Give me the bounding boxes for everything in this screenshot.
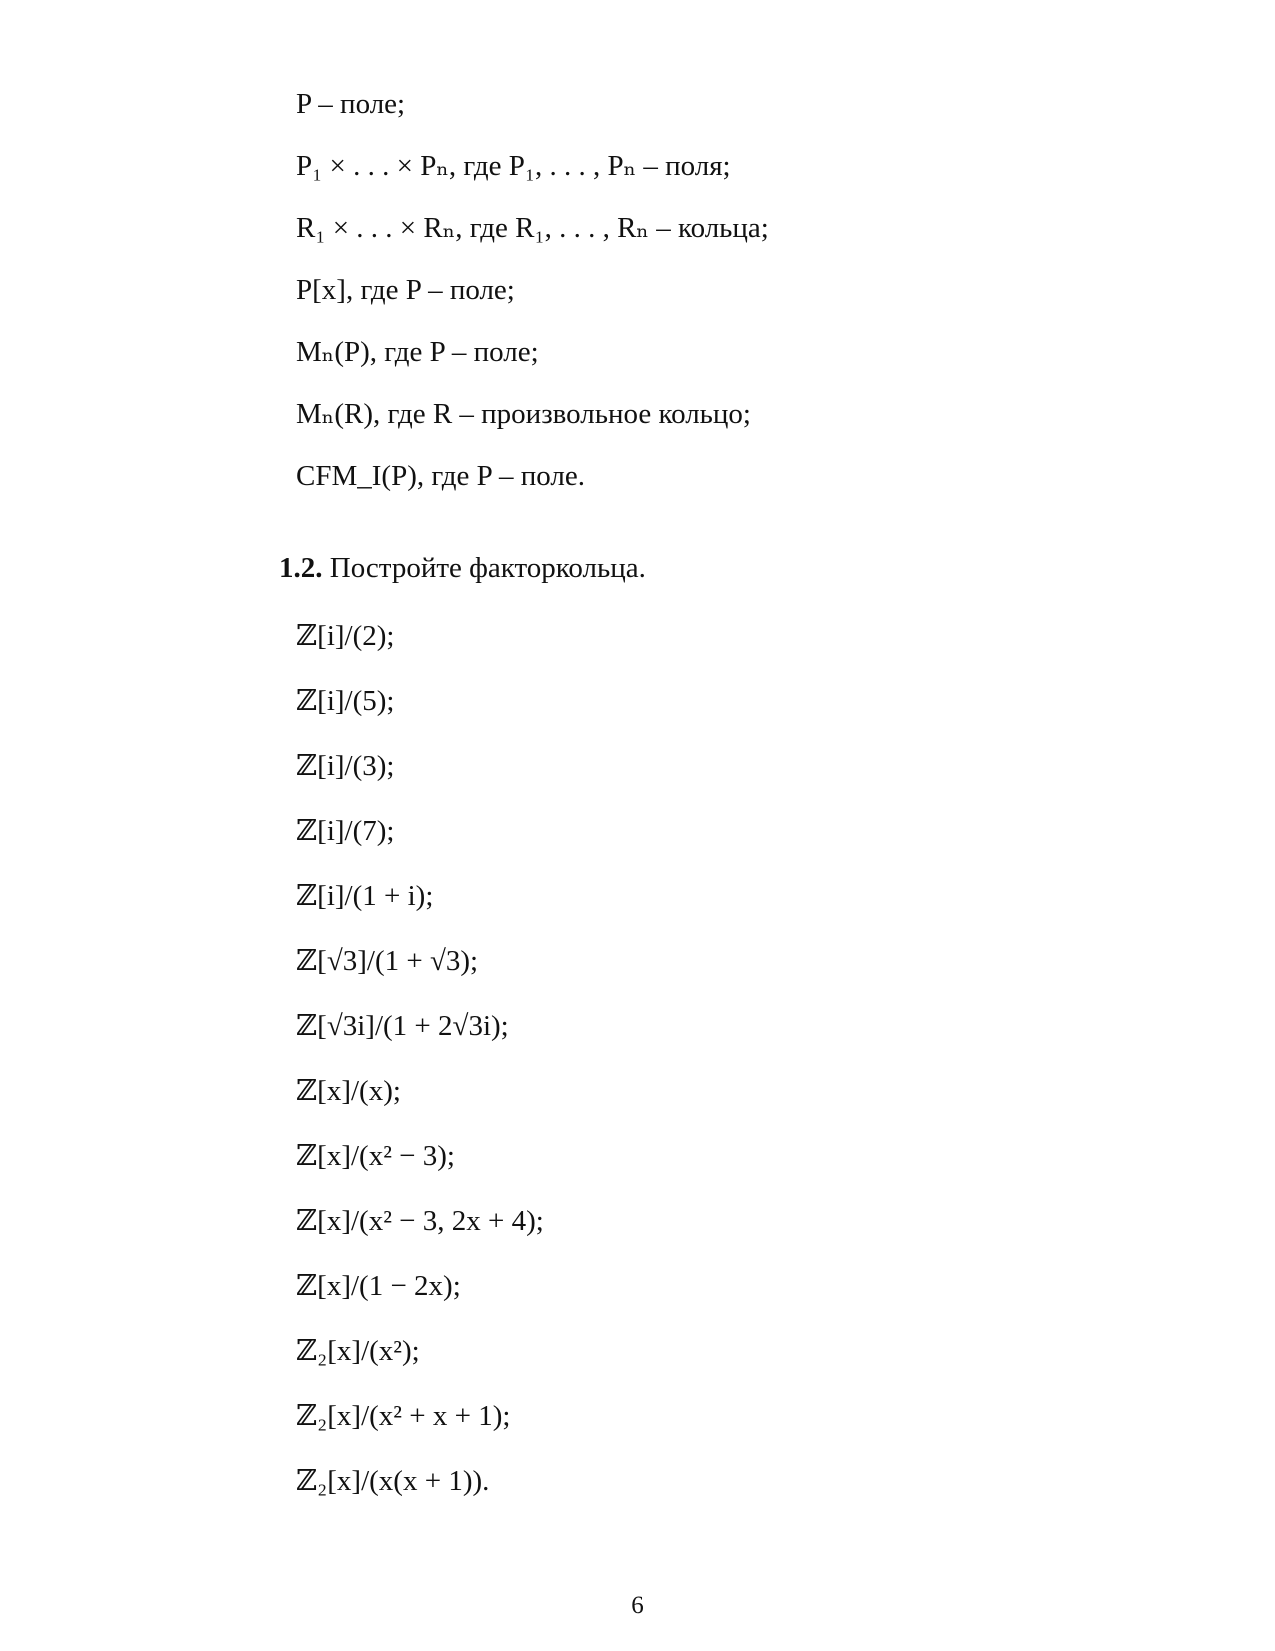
item-expression: R₁ × . . . × Rₙ, где R₁, . . . , Rₙ – кольца; [296,212,769,244]
item-expression: Mₙ(P), где P – поле; [296,336,539,368]
item-expression: ℤ[i]/(7); [296,815,395,847]
item-expression: P – поле; [296,88,406,120]
item-expression: ℤ[x]/(x² − 3); [296,1140,455,1172]
item-expression: ℤ[√3i]/(1 + 2√3i); [296,1010,509,1042]
item-expression: ℤ₂[x]/(x²); [296,1335,420,1367]
item-expression: ℤ[i]/(1 + i); [296,880,434,912]
item-expression: ℤ₂[x]/(x(x + 1)). [296,1465,490,1497]
item-expression: ℤ[i]/(5); [296,685,395,717]
item-expression: ℤ[√3]/(1 + √3); [296,945,479,977]
item-expression: ℤ[i]/(2); [296,620,395,652]
item-expression: ℤ[x]/(x); [296,1075,401,1107]
section-heading [279,548,646,588]
item-expression: Mₙ(R), где R – произвольное кольцо; [296,398,751,430]
item-expression: P[x], где P – поле; [296,274,515,306]
item-expression: CFM_I(P), где P – поле. [296,460,585,492]
section-title: Постройте факторкольца. [329,552,646,584]
item-expression: ℤ[x]/(1 − 2x); [296,1270,461,1302]
item-expression: ℤ[x]/(x² − 3, 2x + 4); [296,1205,544,1237]
item-expression: P₁ × . . . × Pₙ, где P₁, . . . , Pₙ – поля; [296,150,731,182]
item-expression: ℤ[i]/(3); [296,750,395,782]
item-expression: ℤ₂[x]/(x² + x + 1); [296,1400,511,1432]
page-number: 6 [631,1592,644,1619]
section-number: 1.2. [279,552,323,584]
